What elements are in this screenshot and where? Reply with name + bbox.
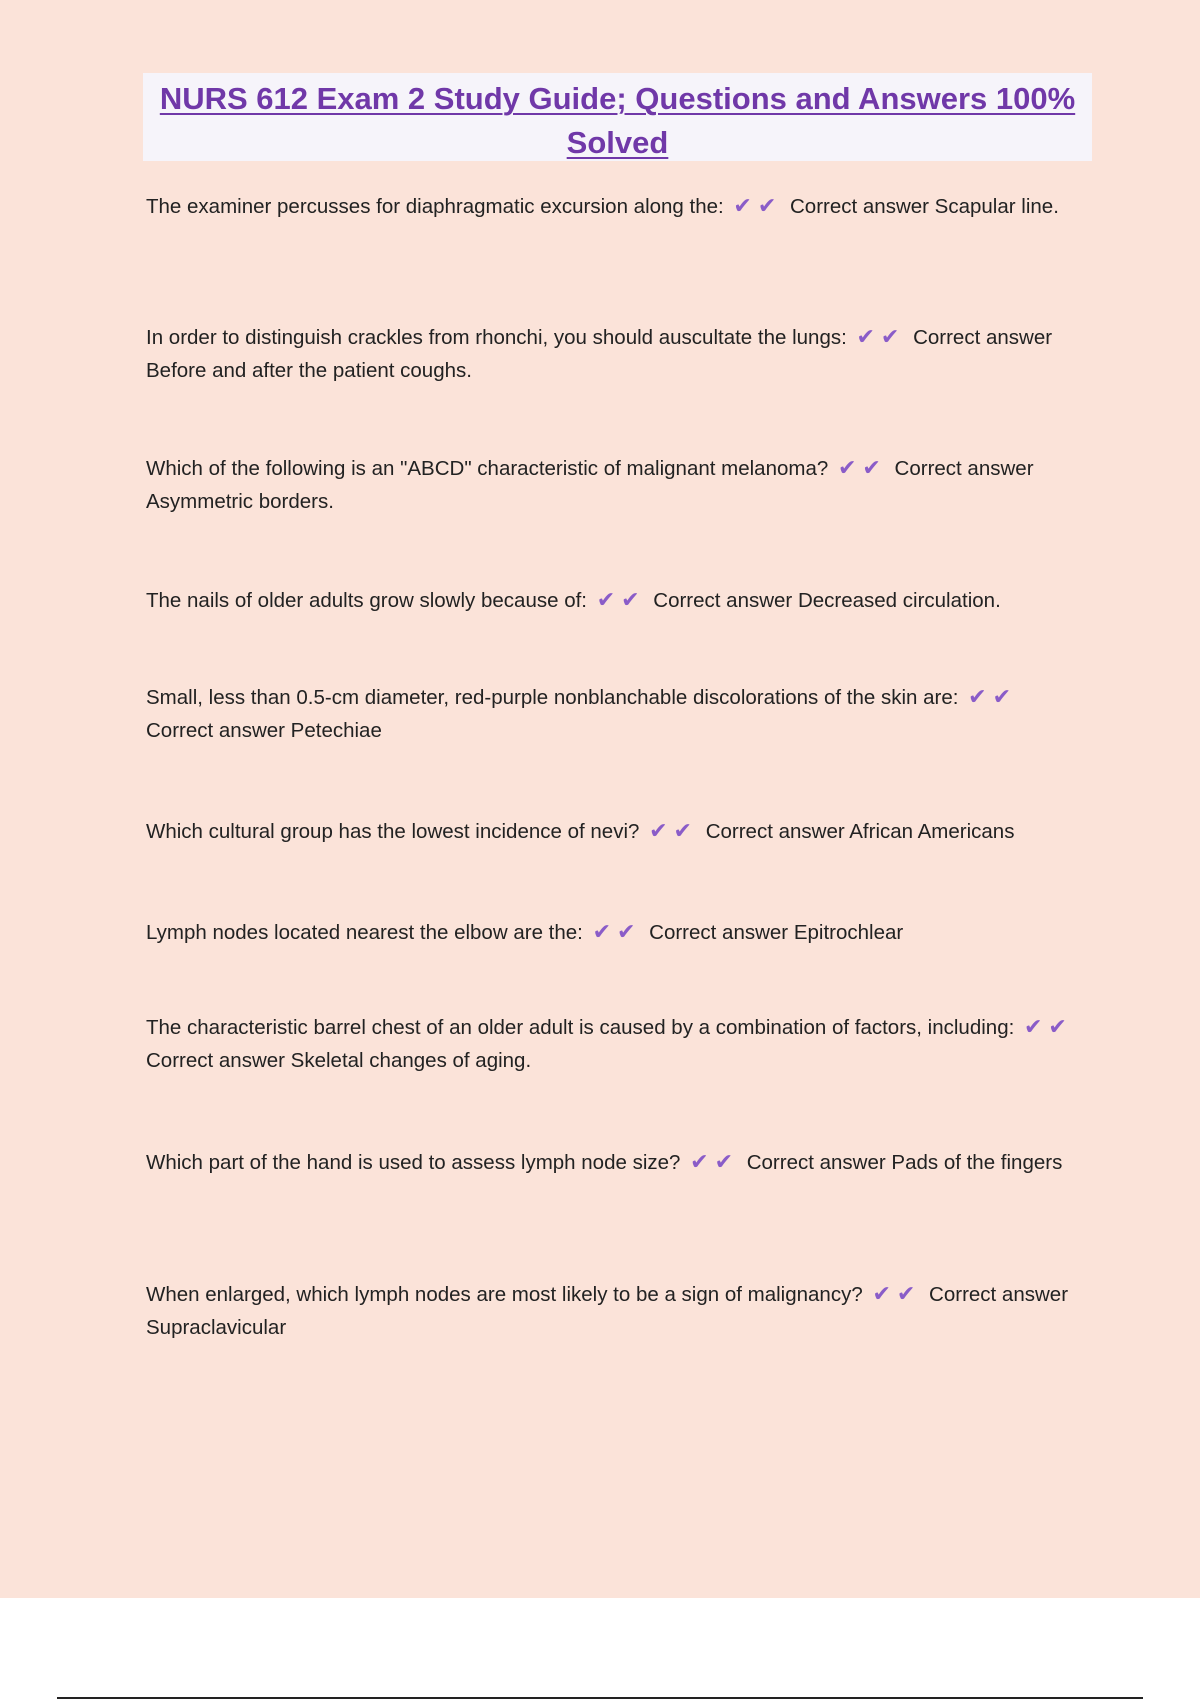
double-check-icon: ✔✔ [968, 684, 1018, 709]
qa-item-3 [146, 452, 1091, 518]
qa-item-9 [146, 1146, 1091, 1180]
question-text: When enlarged, which lymph nodes are most likely to be a sign of malignancy? [146, 1283, 863, 1306]
double-check-icon: ✔✔ [690, 1149, 740, 1174]
question-text: Lymph nodes located nearest the elbow are the: [146, 921, 583, 944]
question-text: The nails of older adults grow slowly because of: [146, 589, 587, 612]
double-check-icon: ✔✔ [649, 818, 698, 843]
double-check-icon: ✔✔ [1024, 1014, 1073, 1039]
double-check-icon: ✔✔ [733, 193, 783, 218]
qa-item-1 [146, 190, 1091, 224]
footer-divider [57, 1697, 1143, 1699]
double-check-icon: ✔✔ [856, 324, 906, 349]
question-text: In order to distinguish crackles from rhonchi, you should auscultate the lungs: [146, 326, 847, 349]
answer-text: Correct answer Decreased circulation. [653, 589, 1001, 612]
answer-text: Correct answer Petechiae [146, 718, 382, 742]
answer-text: Correct answer Pads of the fingers [746, 1151, 1063, 1174]
qa-item-10 [146, 1278, 1091, 1344]
answer-text: Correct answer Scapular line. [790, 195, 1059, 218]
question-text: Which part of the hand is used to assess lymph node size? [146, 1151, 681, 1174]
question-text: Which cultural group has the lowest incidence of nevi? [146, 820, 640, 843]
answer-text: Correct answer Before and after the patient coughs. [146, 326, 1053, 382]
double-check-icon: ✔✔ [592, 919, 642, 944]
question-text: The characteristic barrel chest of an older adult is caused by a combination of factors, including: [146, 1016, 1015, 1039]
double-check-icon: ✔✔ [596, 587, 646, 612]
qa-item-6 [146, 815, 1091, 849]
document-title: NURS 612 Exam 2 Study Guide; Questions and Answers 100% Solved [159, 81, 1076, 160]
question-text: Small, less than 0.5-cm diameter, red-purple nonblanchable discolorations of the skin are: [146, 686, 959, 709]
answer-text: Correct answer Skeletal changes of aging. [146, 1048, 532, 1072]
double-check-icon: ✔✔ [837, 455, 887, 480]
qa-item-8 [146, 1011, 1091, 1077]
double-check-icon: ✔✔ [872, 1281, 922, 1306]
qa-item-5 [146, 681, 1091, 747]
answer-text: Correct answer Epitrochlear [649, 921, 904, 944]
qa-item-7 [146, 916, 1091, 950]
qa-item-2 [146, 321, 1091, 387]
qa-item-4 [146, 584, 1091, 618]
question-text: Which of the following is an "ABCD" characteristic of malignant melanoma? [146, 457, 829, 480]
answer-text: Correct answer African Americans [705, 820, 1015, 843]
answer-text: Correct answer Supraclavicular [146, 1283, 1069, 1339]
question-text: The examiner percusses for diaphragmatic excursion along the: [146, 195, 724, 218]
answer-text: Correct answer Asymmetric borders. [146, 457, 1034, 513]
title-box [143, 73, 1092, 161]
